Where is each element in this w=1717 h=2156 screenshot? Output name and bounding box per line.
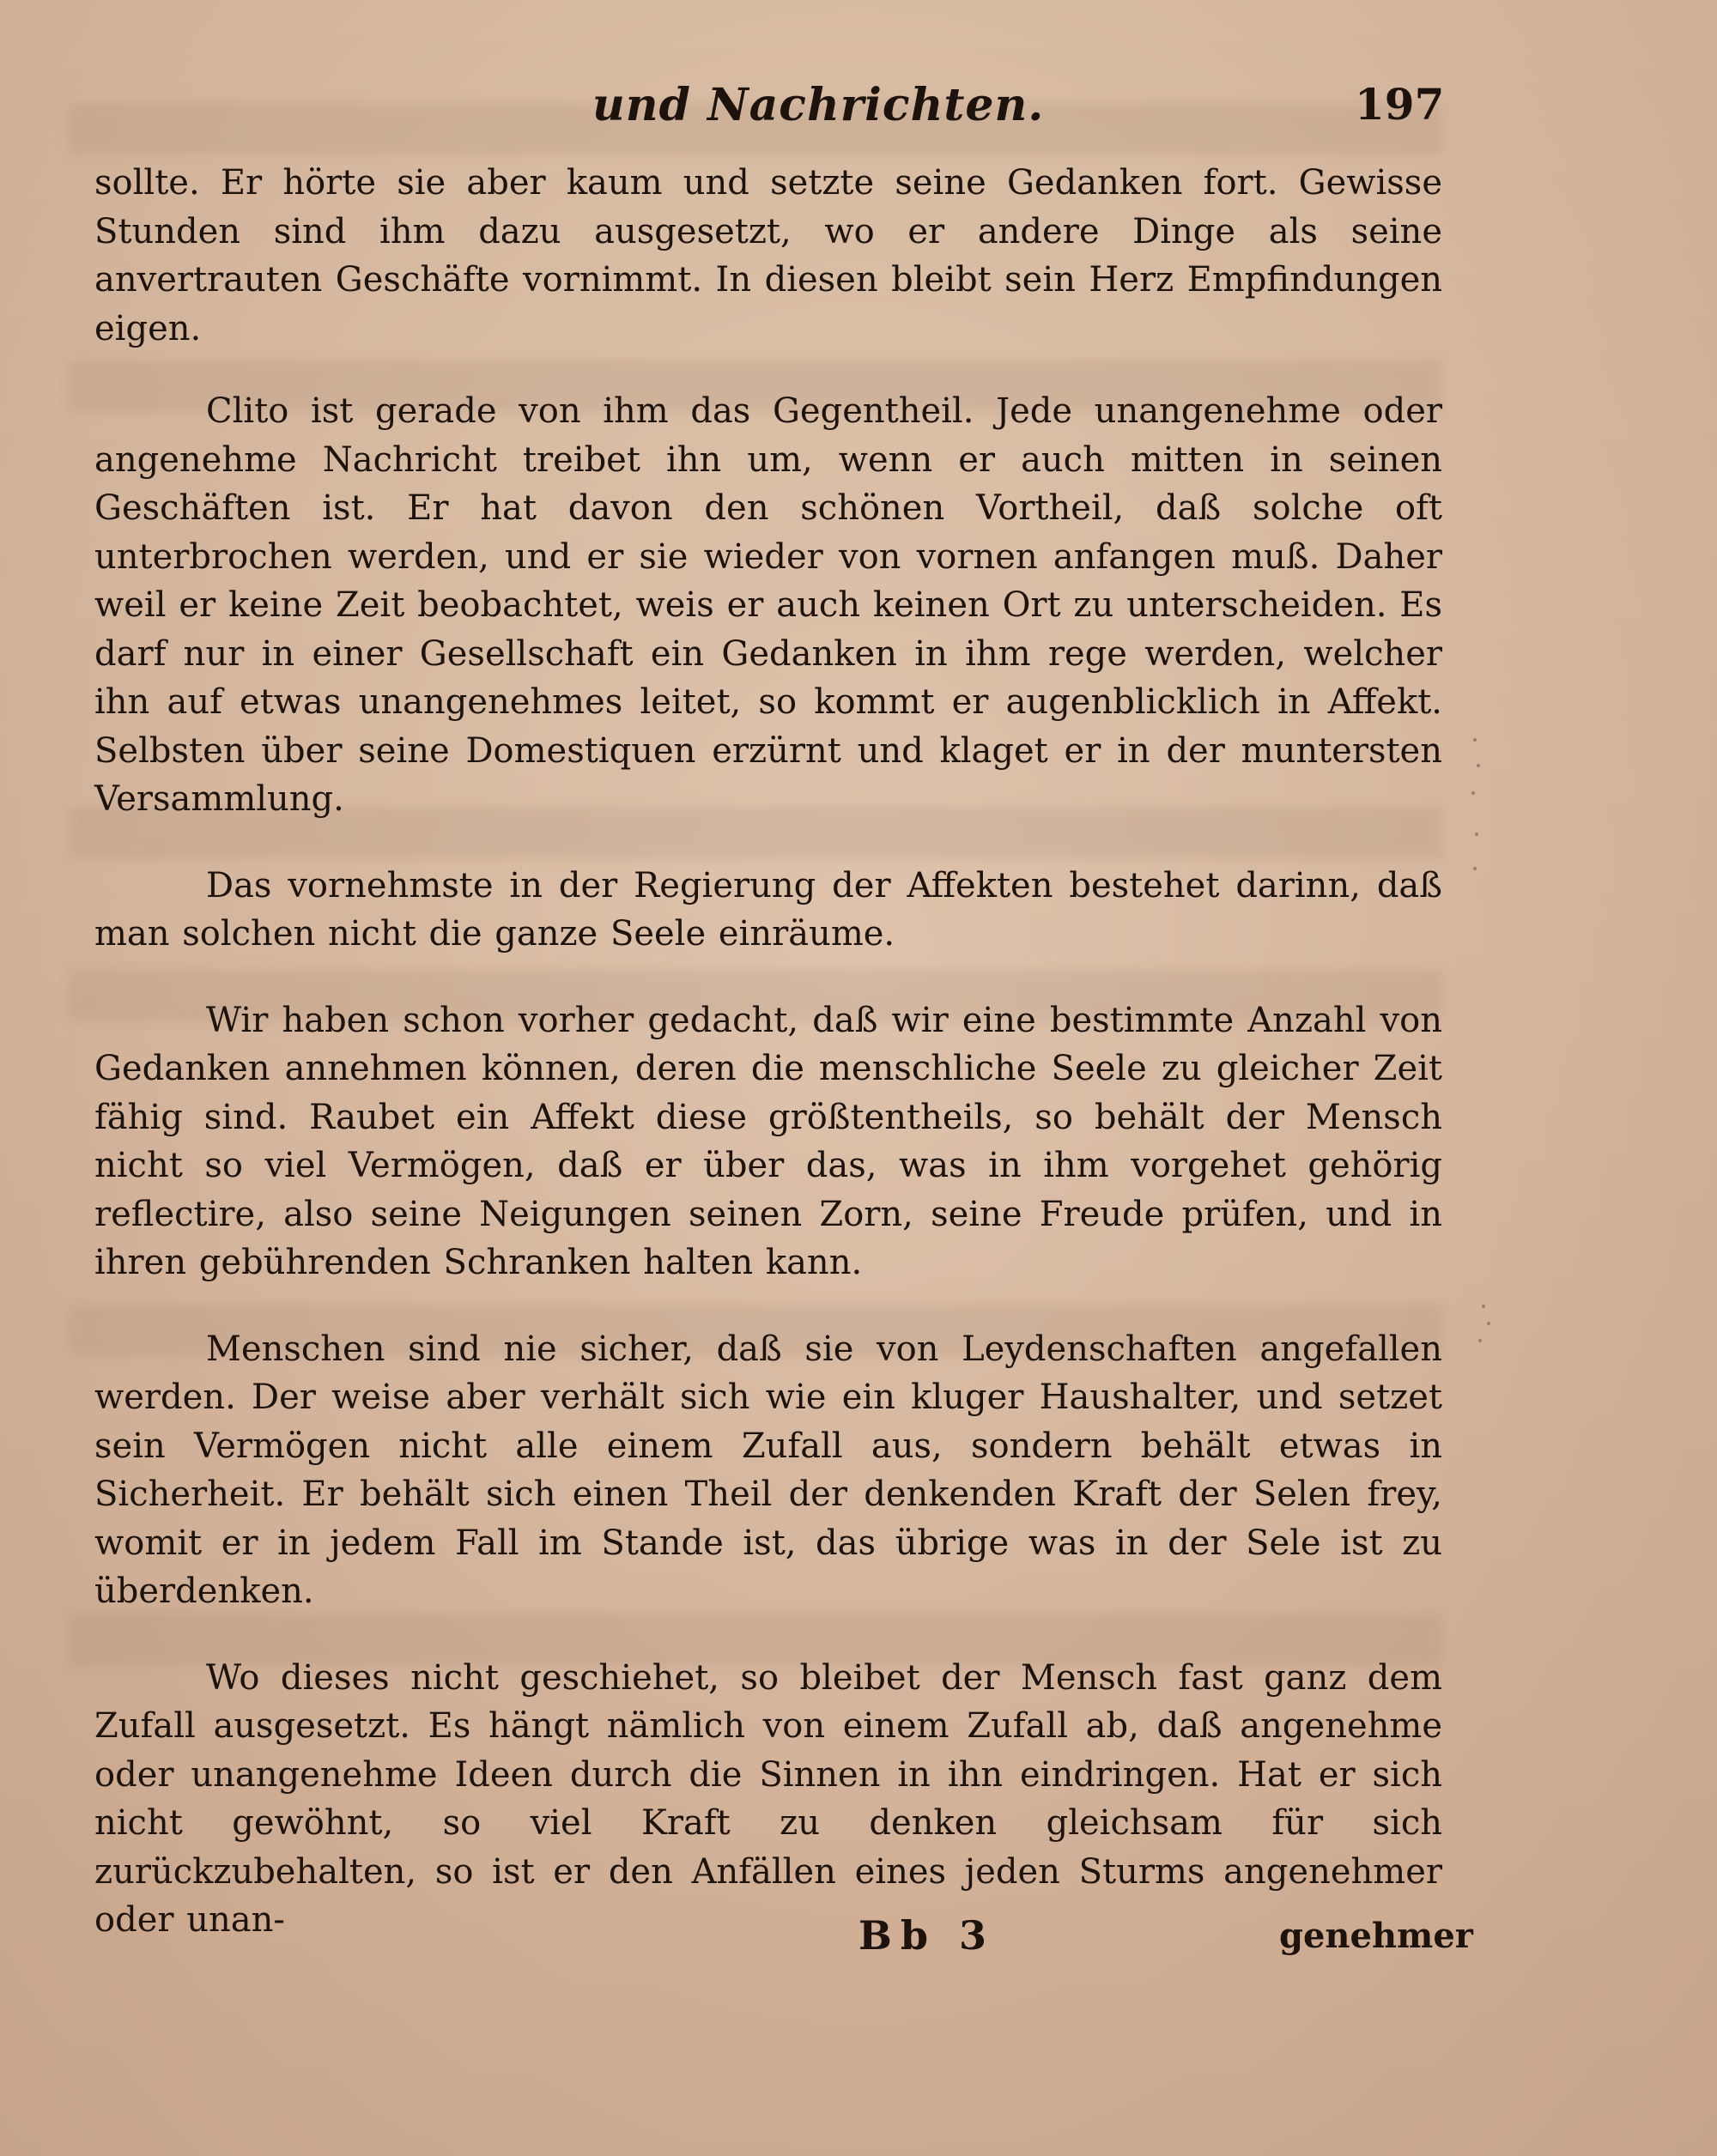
paper-specks xyxy=(1470,738,1496,1940)
signature-mark: Bb 3 xyxy=(858,1912,996,1959)
paragraph: Menschen sind nie sicher, daß sie von Leydenschaften angefallen werden. Der weise aber verhält sich wie ein kluger Haushalter, und setzet sein Vermögen nicht alle einem Zufall aus, sondern behält etwas in Sicherheit. Er behält sich einen Theil der denkenden Kraft der Selen frey, womit er in jedem Fall im Stande ist, das übrige was in der Sele ist zu überdenken. xyxy=(94,1329,1442,1611)
paper-speck xyxy=(1471,791,1475,795)
paragraph: sollte. Er hörte sie aber kaum und setzte seine Gedanken fort. Gewisse Stunden sind ihm dazu ausgesetzt, wo er andere Dinge als seine anvertrauten Geschäfte vornimmt. In diesen bleibt sein Herz Empfindungen eigen. xyxy=(94,163,1442,348)
paper-speck xyxy=(1482,1305,1485,1308)
page-header xyxy=(0,79,1717,139)
paper-speck xyxy=(1487,1322,1490,1325)
body-text xyxy=(94,159,1442,1945)
paper-speck xyxy=(1473,738,1477,742)
paragraph: Das vornehmste in der Regierung der Affekten bestehet darinn, daß man solchen nicht die ganze Seele einräume. xyxy=(94,865,1442,954)
page-footer xyxy=(0,1912,1717,1972)
paper-speck xyxy=(1477,764,1480,767)
paragraph: Clito ist gerade von ihm das Gegentheil. Jede unangenehme oder angenehme Nachricht treibet ihn um, wenn er auch mitten in seinen Geschäften ist. Er hat davon den schönen Vortheil, daß solche oft unterbrochen werden, und er sie wieder von vornen anfangen muß. Daher weil er keine Zeit beobachtet, weis er auch keinen Ort zu unterscheiden. Es darf nur in einer Gesellschaft ein Gedanken in ihm rege werden, welcher ihn auf etwas unangenehmes leitet, so kommt er augenblicklich in Affekt. Selbsten über seine Domestiquen erzürnt und klaget er in der muntersten Versammlung. xyxy=(94,391,1442,819)
paragraph: Wir haben schon vorher gedacht, daß wir eine bestimmte Anzahl von Gedanken annehmen können, deren die menschliche Seele zu gleicher Zeit fähig sind. Raubet ein Affekt diese größtentheils, so behält der Mensch nicht so viel Vermögen, daß er über das, was in ihm vorgehet gehörig reflectire, also seine Neigungen seinen Zorn, seine Freude prüfen, und in ihren gebührenden Schranken halten kann. xyxy=(94,1000,1442,1282)
catchword: genehmer xyxy=(1279,1916,1473,1956)
running-title: und Nachrichten. xyxy=(592,79,1045,131)
page-number: 197 xyxy=(1355,79,1445,130)
paper-speck xyxy=(1478,1339,1482,1342)
paragraph: Wo dieses nicht geschiehet, so bleibet der Mensch fast ganz dem Zufall ausgesetzt. Es hängt nämlich von einem Zufall ab, daß angenehme oder unangenehme Ideen durch die Sinnen in ihn eindringen. Hat er sich nicht gewöhnt, so viel Kraft zu denken gleichsam für sich zurückzubehalten, so ist er den Anfällen eines jeden Sturms angenehmer oder unan- xyxy=(94,1657,1442,1940)
paper-speck xyxy=(1475,833,1478,836)
paper-speck xyxy=(1473,867,1477,870)
